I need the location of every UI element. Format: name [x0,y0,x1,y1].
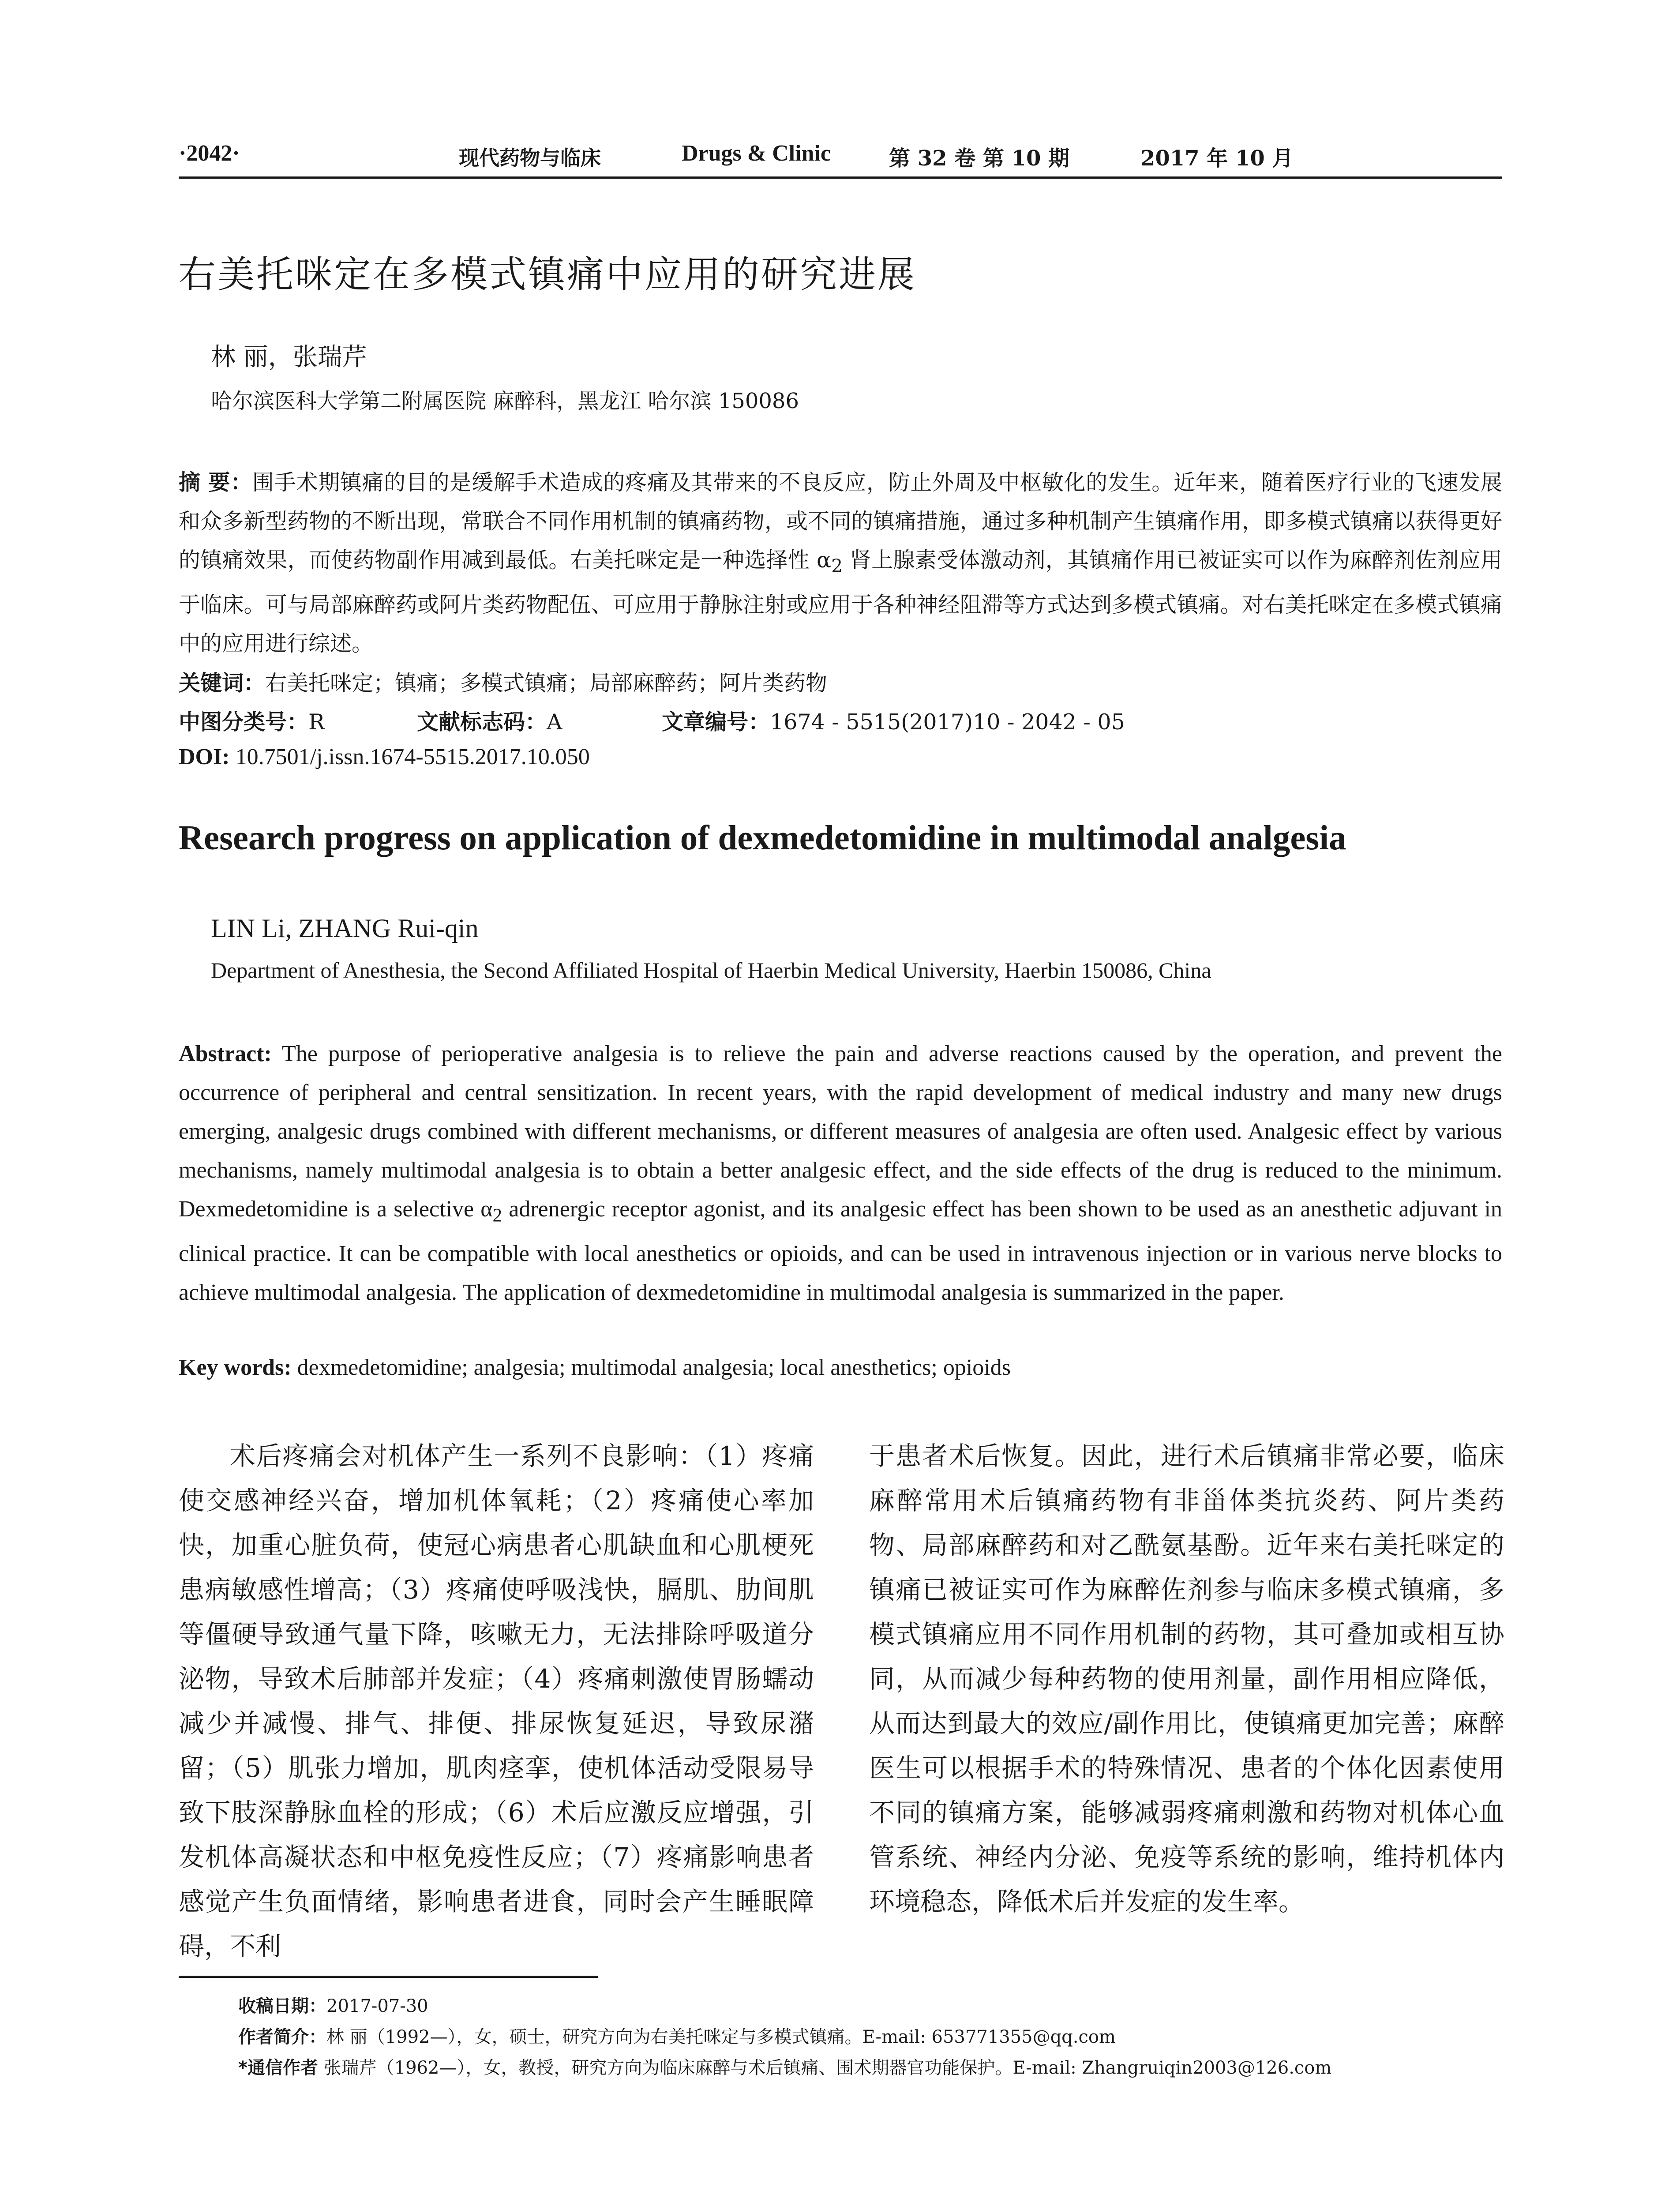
doc-code-label: 文献标志码： [417,709,547,735]
clc-value: R [308,709,325,735]
keywords-en [179,1354,1011,1381]
issue-date: 2017 年 10 月 [1140,146,1294,171]
clc-label: 中图分类号： [179,709,309,735]
abstract-en-subscript: 2 [492,1204,502,1226]
abstract-cn-subscript: 2 [831,555,843,577]
body-column-right: 于患者术后恢复。因此，进行术后镇痛非常必要，临床麻醉常用术后镇痛药物有非甾体类抗炎药、阿片类药物、局部麻醉药和对乙酰氨基酚。近年来右美托咪定的镇痛已被证实可作为麻醉佐剂参与临床多模式镇痛，多模式镇痛应用不同作用机制的药物，其可叠加或相互协同，从而减少每种药物的使用剂量，副作用相应降低，从而达到最大的效应/副作用比，使镇痛更加完善；麻醉医生可以根据手术的特殊情况、患者的个体化因素使用不同的镇痛方案，能够减弱疼痛刺激和药物对机体心血管系统、神经内分泌、免疫等系统的影响，维持机体内环境稳态，降低术后并发症的发生率。 [869,1441,1504,1917]
author-bio: 林 丽（1992—），女，硕士，研究方向为右美托咪定与多模式镇痛。E-mail: 653771355@qq.com [326,2027,1116,2047]
received-date: 2017-07-30 [326,1996,428,2016]
keywords-cn-label: 关键词： [179,671,266,696]
body-column-left: 术后疼痛会对机体产生一系列不良影响：（1）疼痛使交感神经兴奋，增加机体氧耗；（2）疼痛使心率加快，加重心脏负荷，使冠心病患者心肌缺血和心肌梗死患病敏感性增高；（3）疼痛使呼吸浅快，膈肌、肋间肌等僵硬导致通气量下降，咳嗽无力，无法排除呼吸道分泌物，导致术后肺部并发症；（4）疼痛刺激使胃肠蠕动减少并减慢、排气、排便、排尿恢复延迟，导致尿潴留；（5）肌张力增加，肌肉痉挛，使机体活动受限易导致下肢深静脉血栓的形成；（6）术后应激反应增强，引发机体高凝状态和中枢免疫性反应；（7）疼痛影响患者感觉产生负面情绪，影响患者进食，同时会产生睡眠障碍，不利 [179,1441,814,1961]
journal-name-en: Drugs & Clinic [682,141,831,166]
classification-line [179,705,1502,735]
running-header [179,140,1502,176]
keywords-cn-text: 右美托咪定；镇痛；多模式镇痛；局部麻醉药；阿片类药物 [265,671,828,696]
corresponding-label: *通信作者 [238,2058,318,2078]
abstract-en-label: Abstract: [179,1041,272,1066]
abstract-cn-label: 摘 要： [179,470,252,495]
affiliation-cn: 哈尔滨医科大学第二附属医院 麻醉科，黑龙江 哈尔滨 150086 [211,389,799,413]
keywords-cn [179,666,827,697]
journal-name-cn: 现代药物与临床 [459,146,601,170]
authors-en: LIN Li, ZHANG Rui-qin [211,914,479,943]
keywords-en-text: dexmedetomidine; analgesia; multimodal analgesia; local anesthetics; opioids [291,1355,1011,1380]
abstract-cn-text: 围手术期镇痛的目的是缓解手术造成的疼痛及其带来的不良反应，防止外周及中枢敏化的发生。近年来，随着医疗行业的飞速发展和众多新型药物的不断出现，常联合不同作用机制的镇痛药物，或不同的镇痛措施，通过多种机制产生镇痛作用，即多模式镇痛以获得更好的镇痛效果，而使药物副作用减到最低。右美托咪定是一种选择性 α [179,470,1502,573]
footnote-author [238,2023,1116,2048]
keywords-en-label: Key words: [179,1355,292,1380]
title-en: Research progress on application of dexmedetomidine in multimodal analgesia [179,819,1346,857]
affiliation-en: Department of Anesthesia, the Second Affiliated Hospital of Haerbin Medical University, Haerbin 150086, China [211,958,1211,983]
received-label: 收稿日期： [238,1996,326,2016]
article-no-label: 文章编号： [662,709,770,735]
footnote-corresponding [238,2054,1331,2079]
header-rule [179,176,1502,179]
abstract-en-text: The purpose of perioperative analgesia is to relieve the pain and adverse reactions caused by the operation, and prevent the occurrence of peripheral and central sensitization. In recent years, with the rapid development of medical industry and many new drugs emerging, analgesic drugs combined with different mechanisms, or different measures of analgesia are often used. Analgesic effect by various mechanisms, namely multimodal analgesia is to obtain a better analgesic effect, and the side effects of the drug is reduced to the minimum. Dexmedetomidine is a selective α [179,1041,1502,1222]
doi-label: DOI: [179,744,230,769]
corresponding-author: 张瑞芹（1962—），女，教授，研究方向为临床麻醉与术后镇痛、围术期器官功能保护。E-mail: Zhangruiqin2003@126.com [318,2058,1332,2078]
authors-cn: 林 丽，张瑞芹 [211,343,367,371]
doc-code-value: A [547,709,562,735]
doi-link[interactable]: 10.7501/j.issn.1674-5515.2017.10.050 [229,744,590,769]
page-number: ·2042· [179,141,240,166]
footnote-received [238,1992,428,2017]
abstract-cn-text-cont: 肾上腺素受体激动剂，其镇痛作用已被证实可以作为麻醉剂佐剂应用于临床。可与局部麻醉药或阿片类药物配伍、可应用于静脉注射或应用于各种神经阻滞等方式达到多模式镇痛。对右美托咪定在多模式镇痛中的应用进行综述。 [179,548,1503,656]
abstract-en [179,1035,1502,1312]
volume-issue: 第 32 卷 第 10 期 [889,146,1070,171]
title-cn: 右美托咪定在多模式镇痛中应用的研究进展 [179,253,917,296]
footnote-rule [179,1976,598,1978]
author-bio-label: 作者简介： [238,2027,326,2047]
doi-line [179,744,590,770]
abstract-cn [179,463,1502,663]
abstract-en-text-cont: adrenergic receptor agonist, and its analgesic effect has been shown to be used as an anesthetic adjuvant in clinical practice. It can be compatible with local anesthetics or opioids, and can be used in intravenous injection or in various nerve blocks to achieve multimodal analgesia. The application of dexmedetomidine in multimodal analgesia is summarized in the paper. [179,1197,1502,1306]
article-no-value: 1674 - 5515(2017)10 - 2042 - 05 [770,709,1125,735]
